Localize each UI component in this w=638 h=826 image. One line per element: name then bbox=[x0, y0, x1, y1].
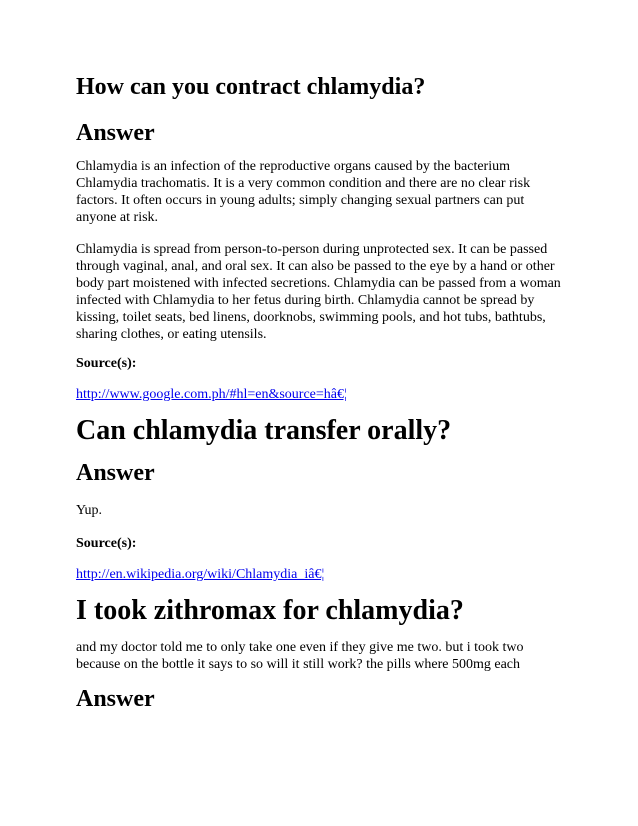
text-line: kissing, toilet seats, bed linens, doorknobs, swimming pools, and hot tubs, bathtubs, bbox=[76, 310, 546, 325]
question-heading-2: Can chlamydia transfer orally? bbox=[76, 415, 452, 446]
text-line: sharing clothes, or eating utensils. bbox=[76, 327, 267, 342]
text-line: because on the bottle it says to so will it still work? the pills where 500mg each bbox=[76, 657, 521, 672]
source-link-2[interactable]: http://en.wikipedia.org/wiki/Chlamydia_iâ€¦ bbox=[76, 567, 325, 582]
text-line: and my doctor told me to only take one even if they give me two. but i took two bbox=[76, 640, 524, 655]
text-line: anyone at risk. bbox=[76, 210, 159, 225]
answer-text-2 bbox=[76, 502, 576, 519]
answer-heading-3: Answer bbox=[76, 686, 155, 712]
answer-paragraph-1 bbox=[76, 158, 576, 226]
question-heading-1: How can you contract chlamydia? bbox=[76, 74, 426, 100]
answer-heading-2: Answer bbox=[76, 460, 155, 486]
text-line: factors. It often occurs in young adults; simply changing sexual partners can put bbox=[76, 193, 525, 208]
text-line: Chlamydia trachomatis. It is a very common condition and there are no clear risk bbox=[76, 176, 531, 191]
question-details-3 bbox=[76, 639, 576, 673]
source-label-1: Source(s): bbox=[76, 356, 137, 371]
question-heading-3: I took zithromax for chlamydia? bbox=[76, 595, 464, 626]
answer-paragraph-2 bbox=[76, 241, 576, 343]
text-line: Yup. bbox=[76, 503, 103, 518]
answer-heading-1: Answer bbox=[76, 120, 155, 146]
source-link-1[interactable]: http://www.google.com.ph/#hl=en&source=hâ€¦ bbox=[76, 387, 347, 402]
text-line: body part moistened with infected secretions. Chlamydia can be passed from a woman bbox=[76, 276, 561, 291]
text-line: through vaginal, anal, and oral sex. It can also be passed to the eye by a hand or other bbox=[76, 259, 555, 274]
text-line: Chlamydia is an infection of the reproductive organs caused by the bacterium bbox=[76, 159, 510, 174]
source-label-2: Source(s): bbox=[76, 536, 137, 551]
text-line: infected with Chlamydia to her fetus during birth. Chlamydia cannot be spread by bbox=[76, 293, 535, 308]
text-line: Chlamydia is spread from person-to-person during unprotected sex. It can be passed bbox=[76, 242, 548, 257]
